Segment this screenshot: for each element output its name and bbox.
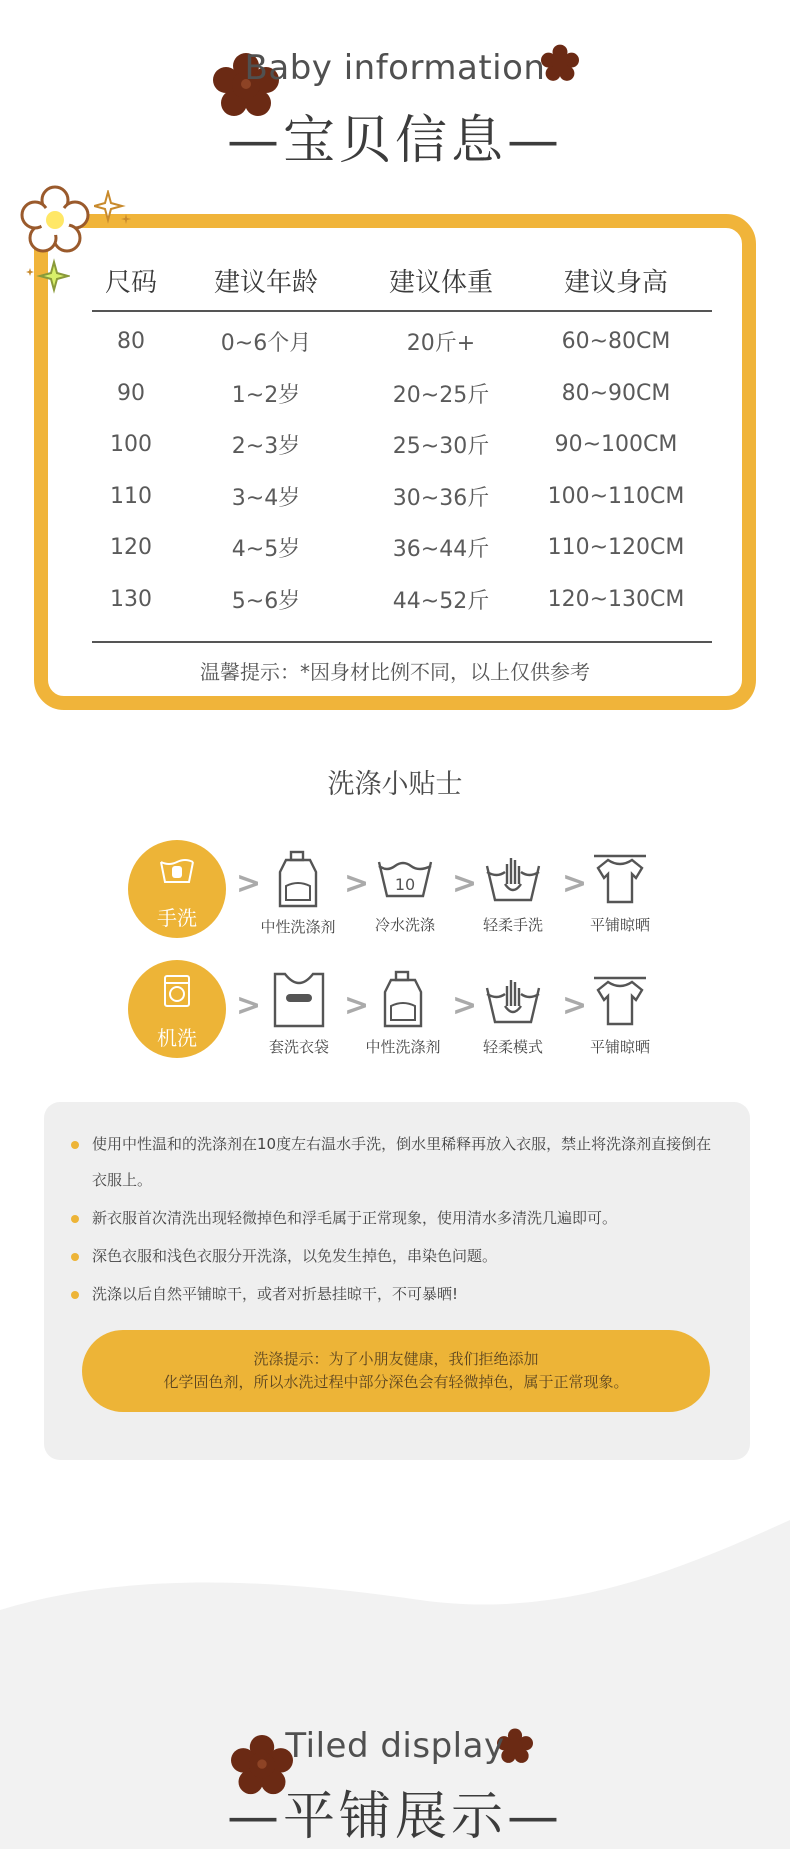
header-size: 尺码 (104, 268, 157, 298)
arrow-icon: > (452, 866, 478, 901)
size-tip: 温馨提示：*因身材比例不同，以上仅供参考 (200, 660, 590, 684)
cell-age: 0~6个月 (220, 331, 312, 357)
lay-flat-dry-icon (592, 850, 648, 908)
step-label: 轻柔手洗 (482, 916, 543, 934)
pill-line-2: 化学固色剂，所以水洗过程中部分深色会有轻微掉色，属于正常现象。 (163, 1373, 629, 1391)
table-row (92, 522, 712, 574)
cell-age: 4~5岁 (231, 537, 301, 563)
step-label: 套洗衣袋 (268, 1038, 329, 1056)
pill-line-1: 洗涤提示：为了小朋友健康，我们拒绝添加 (253, 1350, 539, 1368)
table-row (92, 574, 712, 626)
step-label: 平铺晾晒 (589, 1038, 650, 1056)
step-lay-flat (565, 850, 675, 935)
cell-size: 110 (110, 483, 152, 509)
cell-size: 100 (110, 432, 152, 458)
washing-warning-pill (82, 1330, 710, 1412)
bullet-dot (71, 1291, 79, 1299)
bullet-dot (71, 1141, 79, 1149)
detergent-bottle-icon (381, 970, 425, 1030)
sparkle-icon (94, 190, 134, 230)
cell-age: 2~3岁 (231, 434, 301, 460)
cell-age: 3~4岁 (231, 485, 301, 511)
arrow-icon: > (344, 988, 370, 1023)
table-row (92, 368, 712, 420)
cell-height: 90~100CM (554, 432, 678, 458)
step-gentle-hand-wash (458, 850, 568, 935)
tiled-title-en: Tiled display (285, 1726, 505, 1766)
water-temp: 10 (394, 875, 416, 894)
header-age: 建议年龄 (213, 268, 318, 298)
note-item: 洗涤以后自然平铺晾干，或者对折悬挂晾干，不可暴晒! (92, 1285, 459, 1303)
washing-title: 洗涤小贴士 (327, 769, 463, 800)
size-table-body (92, 316, 712, 625)
arrow-icon: > (236, 988, 262, 1023)
cold-water-basin-icon (375, 852, 435, 908)
lay-flat-dry-icon (592, 972, 648, 1030)
cell-size: 120 (110, 535, 152, 561)
step-cold-water (350, 852, 460, 935)
baby-info-title-cn: —宝贝信息— (226, 111, 563, 171)
arrow-icon: > (344, 866, 370, 901)
cell-weight: 25~30斤 (392, 434, 490, 460)
cell-weight: 36~44斤 (392, 537, 490, 563)
table-row (92, 471, 712, 523)
size-table-header (92, 262, 712, 312)
laundry-bag-icon (271, 970, 327, 1030)
cell-size: 130 (110, 586, 152, 612)
cell-weight: 44~52斤 (392, 588, 490, 614)
sparkle-green-icon (26, 258, 70, 298)
baby-info-title-en: Baby information (244, 48, 546, 88)
cell-weight: 20斤+ (406, 331, 476, 357)
cell-height: 110~120CM (547, 535, 685, 561)
arrow-icon: > (562, 988, 588, 1023)
table-row (92, 316, 712, 368)
cell-weight: 20~25斤 (392, 382, 490, 408)
table-divider (92, 641, 712, 643)
header-height: 建议身高 (563, 268, 668, 298)
header-weight: 建议体重 (388, 268, 493, 298)
detergent-bottle-icon (276, 850, 320, 910)
cell-weight: 30~36斤 (392, 485, 490, 511)
hand-wash-icon (157, 852, 197, 892)
table-row (92, 419, 712, 471)
cell-height: 120~130CM (547, 586, 685, 612)
step-label: 中性洗涤剂 (260, 918, 336, 936)
step-label: 冷水洗涤 (374, 916, 435, 934)
step-label: 轻柔模式 (482, 1038, 543, 1056)
hand-wash-label: 手洗 (157, 906, 197, 930)
cell-height: 80~90CM (561, 380, 671, 406)
cell-height: 100~110CM (547, 483, 685, 509)
step-laundry-bag (244, 970, 354, 1057)
machine-wash-badge (128, 960, 226, 1058)
cell-height: 60~80CM (561, 329, 671, 355)
note-item: 深色衣服和浅色衣服分开洗涤，以免发生掉色，串染色问题。 (92, 1247, 498, 1265)
washing-machine-icon (157, 972, 197, 1012)
cell-age: 5~6岁 (231, 588, 301, 614)
cell-size: 90 (117, 380, 145, 406)
gentle-hand-wash-icon (483, 850, 543, 908)
step-lay-flat (565, 972, 675, 1057)
bullet-dot (71, 1253, 79, 1261)
bullet-dot (71, 1215, 79, 1223)
white-flower-icon (20, 184, 90, 256)
step-label: 平铺晾晒 (589, 916, 650, 934)
step-detergent (243, 850, 353, 937)
arrow-icon: > (562, 866, 588, 901)
note-item: 使用中性温和的洗涤剂在10度左右温水手洗，倒水里稀释再放入衣服，禁止将洗涤剂直接倒在衣服上。 (92, 1135, 712, 1189)
gentle-mode-icon (483, 972, 543, 1030)
hand-wash-badge (128, 840, 226, 938)
step-label: 中性洗涤剂 (365, 1038, 441, 1056)
cell-age: 1~2岁 (231, 382, 301, 408)
machine-wash-label: 机洗 (157, 1026, 197, 1050)
cell-size: 80 (117, 329, 145, 355)
arrow-icon: > (452, 988, 478, 1023)
arrow-icon: > (236, 866, 262, 901)
step-gentle-mode (458, 972, 568, 1057)
note-item: 新衣服首次清洗出现轻微掉色和浮毛属于正常现象，使用清水多清洗几遍即可。 (92, 1209, 618, 1227)
tiled-title-cn: —平铺展示— (226, 1787, 563, 1847)
step-detergent (348, 970, 458, 1057)
